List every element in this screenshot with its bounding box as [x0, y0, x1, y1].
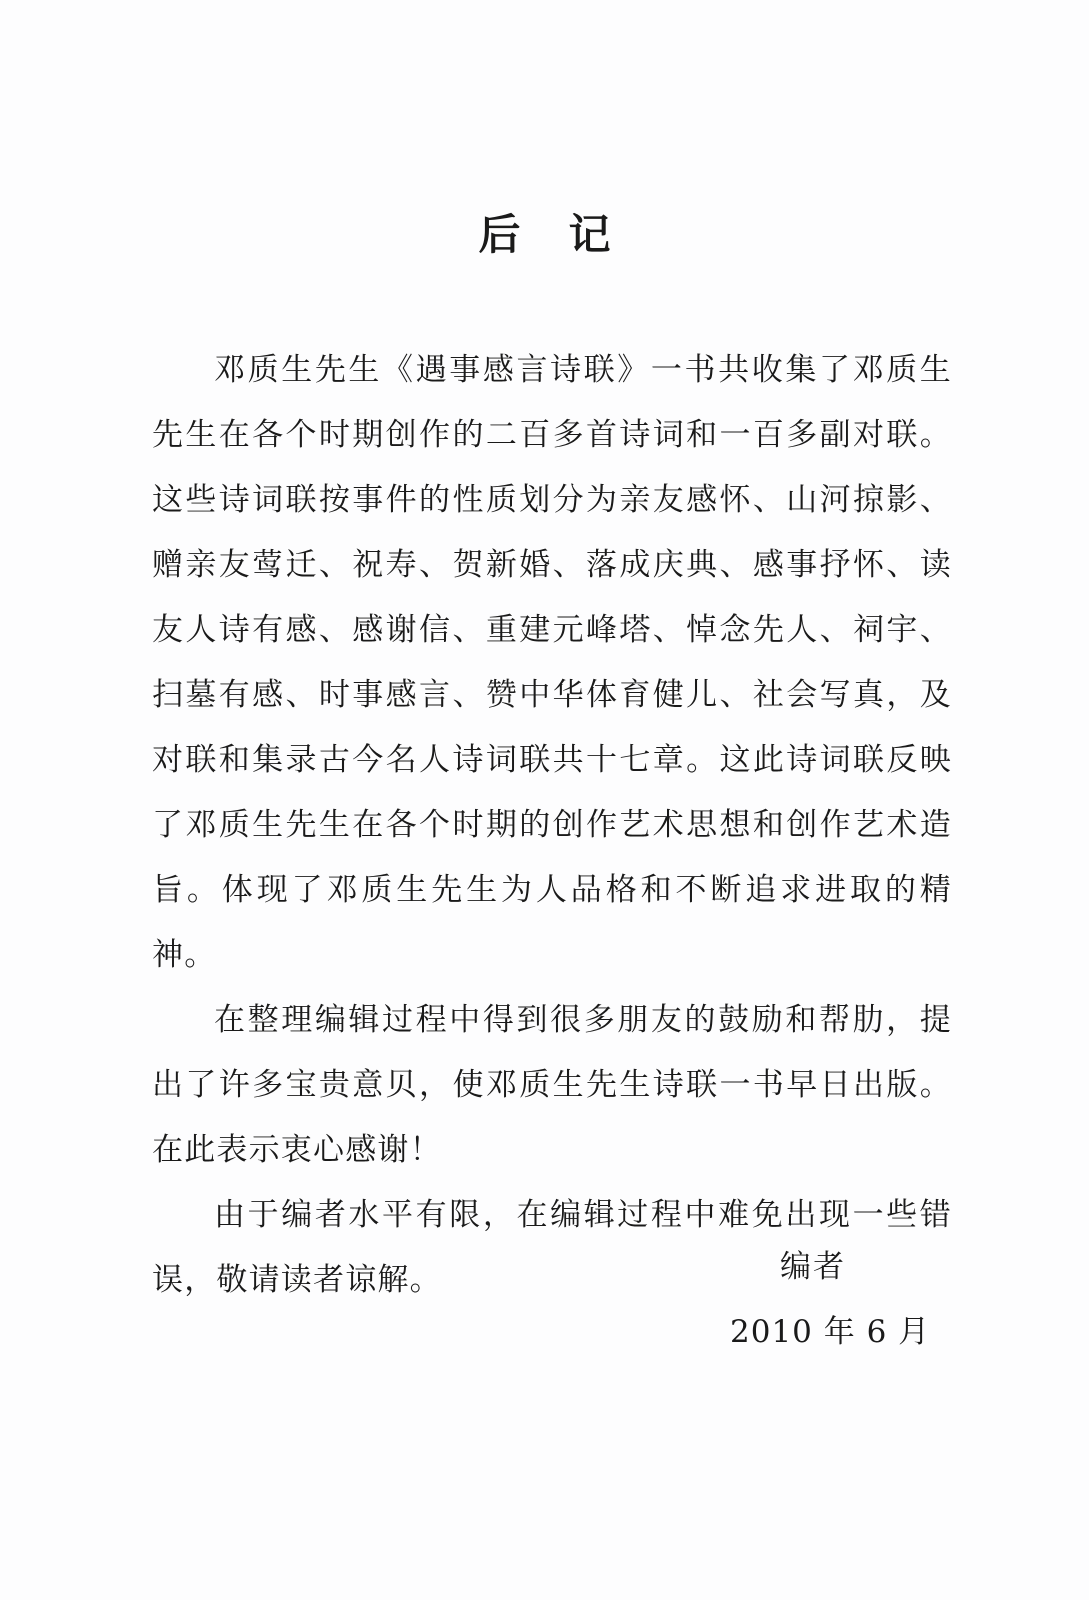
paragraph-3: 由于编者水平有限，在编辑过程中难免出现一些错误，敬请读者谅解。 — [152, 1197, 952, 1298]
body-text — [152, 338, 952, 1313]
paragraph-2: 在整理编辑过程中得到很多朋友的鼓励和帮肋，提出了许多宝贵意贝，使邓质生先生诗联一书早日出版。在此表示衷心感谢！ — [152, 1002, 952, 1168]
date-line: 2010 年 6 月 — [730, 1314, 931, 1350]
paragraph-1: 邓质生先生《遇事感言诗联》一书共收集了邓质生先生在各个时期创作的二百多首诗词和一百多副对联。这些诗词联按事件的性质划分为亲友感怀、山河掠影、赠亲友莺迁、祝寿、贺新婚、落成庆典、感事抒怀、读友人诗有感、感谢信、重建元峰塔、悼念先人、祠宇、扫墓有感、时事感言、赞中华体育健儿、社会写真，及对联和集录古今名人诗词联共十七章。这此诗词联反映了邓质生先生在各个时期的创作艺术思想和创作艺术造旨。体现了邓质生先生为人品格和不断追求进取的精神。 — [152, 352, 952, 973]
signature: 编者 — [780, 1249, 846, 1285]
page-title: 后记 — [478, 210, 659, 259]
